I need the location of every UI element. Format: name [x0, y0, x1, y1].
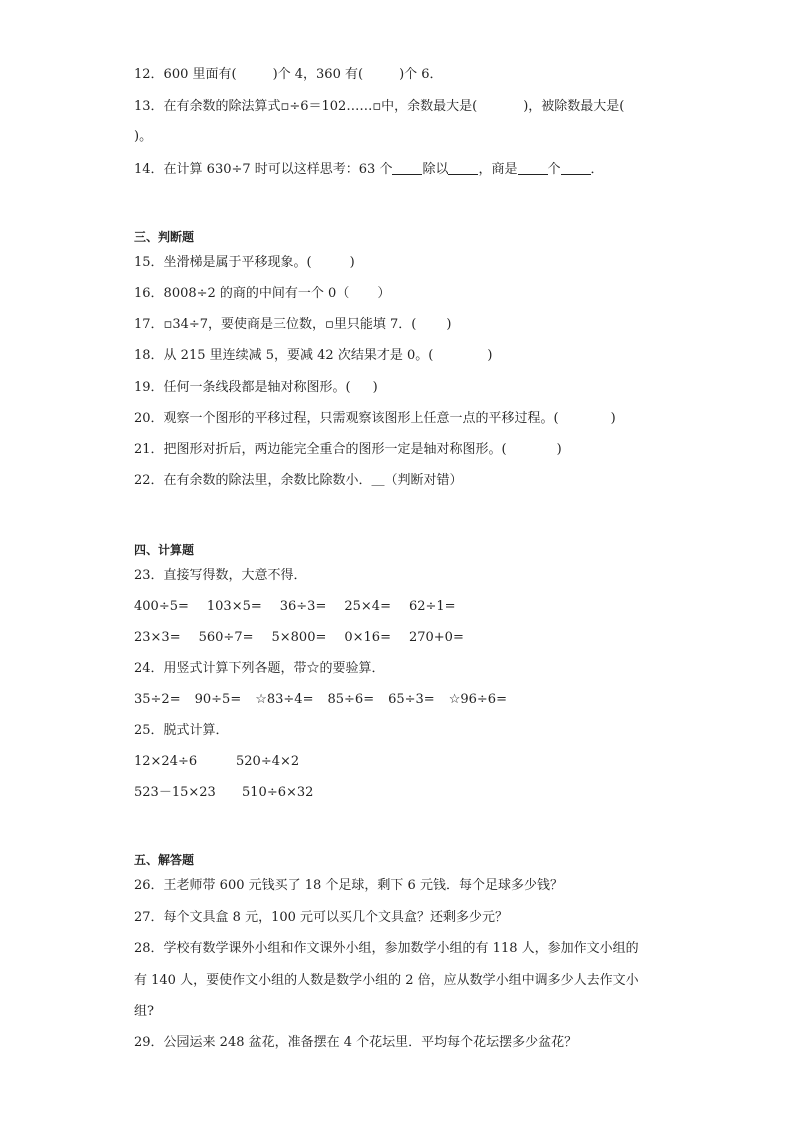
q14-blank-1 — [392, 160, 422, 175]
question-13-continuation — [134, 128, 152, 146]
q23-expr: 36÷3= — [279, 599, 327, 614]
q18-text-b: ) — [487, 348, 493, 363]
question-28-line-3: 组? — [134, 1004, 154, 1019]
q15-text-a: 15．坐滑梯是属于平移现象。( — [134, 255, 312, 270]
question-28-line-2: 有 140 人，要使作文小组的人数是数学小组的 2 倍，应从数学小组中调多少人去作文小 — [134, 973, 639, 988]
section-5-heading: 五、解答题 — [134, 853, 195, 867]
q24-expr: ☆83÷4= — [255, 692, 314, 707]
q20-text-a: 20．观察一个图形的平移过程，只需观察该图形上任意一点的平移过程。( — [134, 411, 559, 426]
section-3-heading: 三、判断题 — [134, 230, 195, 244]
q17-text-b: ) — [446, 317, 452, 332]
question-17 — [134, 316, 451, 334]
question-25-title: 25．脱式计算． — [134, 723, 229, 738]
q24-expr: 35÷2= — [134, 692, 181, 707]
q14-text-d: 个 — [547, 162, 561, 177]
question-23-title: 23．直接写得数，大意不得． — [134, 568, 307, 583]
q14-text-c: ，商是 — [478, 162, 518, 177]
q17-text-a: 17．▫34÷7，要使商是三位数，▫里只能填 7．( — [134, 317, 417, 332]
q25-expr: 523－15×23 — [134, 785, 216, 800]
q25-expr: 520÷4×2 — [236, 754, 300, 769]
q24-expr: 85÷6= — [327, 692, 375, 707]
q14-text-e: ． — [590, 162, 604, 177]
question-26: 26．王老师带 600 元钱买了 18 个足球，剩下 6 元钱．每个足球多少钱？ — [134, 878, 563, 893]
q12-text-b: )个 4，360 有( — [272, 67, 364, 82]
question-23-row-2 — [134, 629, 464, 647]
question-25-row-1 — [134, 753, 299, 771]
q24-expr: ☆96÷6= — [448, 692, 507, 707]
q14-blank-2 — [448, 160, 478, 175]
q25-expr: 12×24÷6 — [134, 754, 198, 769]
q23-expr: 0×16= — [344, 630, 391, 645]
question-19 — [134, 379, 378, 397]
question-12 — [134, 66, 443, 84]
question-20 — [134, 410, 616, 428]
q14-text-b: 除以 — [422, 162, 449, 177]
q18-text-a: 18．从 215 里连续减 5，要减 42 次结果才是 0。( — [134, 348, 434, 363]
q12-text-c: )个 6． — [399, 67, 443, 82]
q20-text-b: ) — [610, 411, 616, 426]
q13-text-cont: )。 — [134, 129, 153, 144]
question-27: 27．每个文具盒 8 元，100 元可以买几个文具盒？还剩多少元？ — [134, 910, 509, 925]
question-13 — [134, 98, 624, 116]
q23-expr: 23×3= — [134, 630, 181, 645]
q16-text-a: 16．8008÷2 的商的中间有一个 0（ — [134, 286, 350, 301]
question-21 — [134, 441, 562, 459]
section-4-heading: 四、计算题 — [134, 543, 195, 557]
question-28-line-1: 28．学校有数学课外小组和作文课外小组，参加数学小组的有 118 人，参加作文小组的 — [134, 941, 639, 956]
q19-text-b: ) — [372, 380, 378, 395]
q23-expr: 560÷7= — [198, 630, 254, 645]
q23-expr: 25×4= — [344, 599, 391, 614]
question-14 — [134, 160, 604, 179]
q21-text-b: ) — [556, 442, 562, 457]
question-22: 22．在有余数的除法里，余数比除数小．＿（判断对错） — [134, 473, 463, 488]
question-24-row — [134, 691, 507, 709]
question-24-title: 24．用竖式计算下列各题，带☆的要验算． — [134, 661, 385, 676]
q23-expr: 62÷1= — [408, 599, 456, 614]
q23-expr: 270+0= — [408, 630, 464, 645]
question-16 — [134, 285, 390, 303]
question-18 — [134, 347, 492, 365]
question-29: 29．公园运来 248 盆花，准备摆在 4 个花坛里．平均每个花坛摆多少盆花？ — [134, 1035, 578, 1050]
q16-text-b: ） — [377, 286, 391, 301]
q14-blank-3 — [518, 160, 548, 175]
question-23-row-1 — [134, 598, 456, 616]
q13-text-a: 13．在有余数的除法算式▫÷6＝102……▫中，余数最大是( — [134, 99, 478, 114]
q13-text-b: )，被除数最大是( — [523, 99, 625, 114]
q23-expr: 400÷5= — [134, 599, 189, 614]
q23-expr: 103×5= — [206, 599, 262, 614]
question-25-row-2 — [134, 784, 313, 802]
q19-text-a: 19．任何一条线段都是轴对称图形。( — [134, 380, 351, 395]
q24-expr: 65÷3= — [388, 692, 435, 707]
q25-expr: 510÷6×32 — [242, 785, 314, 800]
q15-text-b: ) — [349, 255, 355, 270]
q12-text-a: 12．600 里面有( — [134, 67, 237, 82]
q14-blank-4 — [561, 160, 591, 175]
q23-expr: 5×800= — [271, 630, 327, 645]
q24-expr: 90÷5= — [194, 692, 242, 707]
q21-text-a: 21．把图形对折后，两边能完全重合的图形一定是轴对称图形。( — [134, 442, 507, 457]
question-15 — [134, 254, 355, 272]
q14-text-a: 14．在计算 630÷7 时可以这样思考：63 个 — [134, 162, 393, 177]
